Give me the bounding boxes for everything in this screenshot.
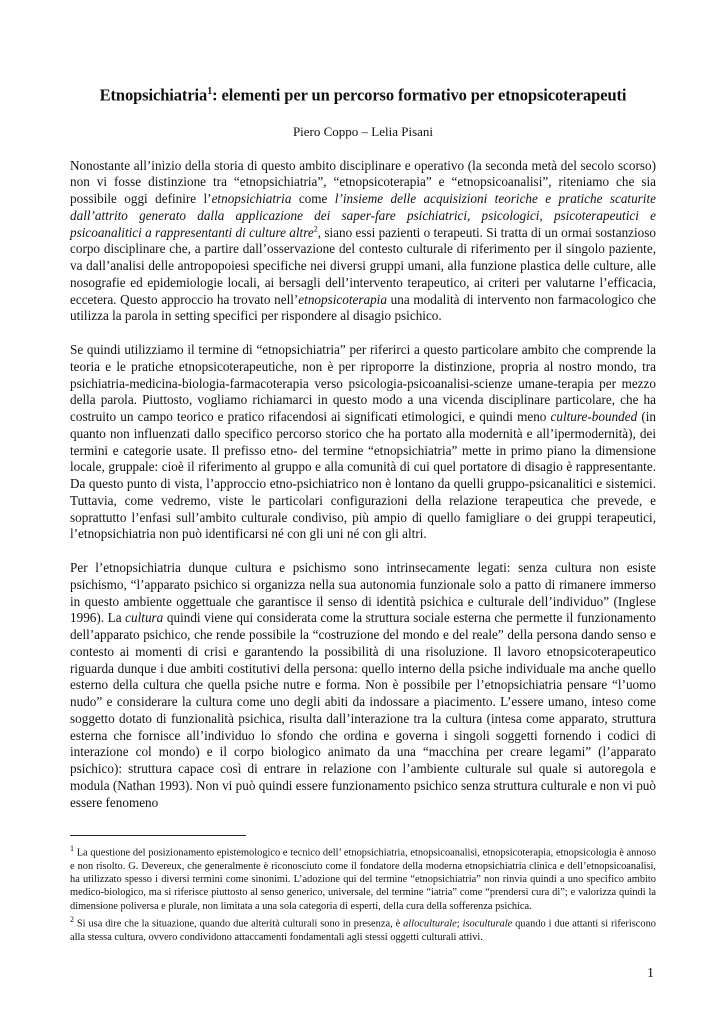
footnote-separator — [70, 835, 246, 836]
paragraph-1 — [70, 158, 656, 326]
text-run: ; — [456, 918, 463, 930]
footnotes — [70, 842, 656, 944]
text-run: Si usa dire che la situazione, quando due alterità culturali sono in presenza, è — [74, 918, 404, 930]
title-subtitle: : elementi per un percorso formativo per etnopsicoterapeuti — [212, 85, 627, 105]
document-page — [70, 82, 656, 811]
text-run: come — [291, 191, 335, 206]
text-run: quindi viene qui considerata come la struttura sociale esterna che permette il funzionamento dell’apparato psichico, che rende possibile la “costruzione del mondo e del reale” della persona dando senso e contesto ai momenti di crisi e garantendo la possibilità di una risoluzione. Il lavoro etnopsicoterapeutico riguarda dunque i due ambiti costitutivi della persona: quello interno della psiche individuale ma anche quello esterno della cultura che quella psiche nutre e forma. Non è possibile per l’etnopsichiatria pensare “l’uomo nudo” e considerare la cultura come uno degli abiti da indossare a piacimento. L’essere umano, inteso come soggetto dotato di funzionalità psichica, risulta dall’interazione tra la cultura (intesa come apparato, struttura esterna che fornisce all’individuo lo sfondo che ordina e governa i singoli soggetti fornendo i codici di interazione col mondo) e il corpo biologico animato da una “macchina per creare legami” (l’apparato psichico): struttura capace così di entrare in relazione con l’ambiente culturale sul quale si autoregola e modula (Nathan 1993). Non vi può quindi essere funzionamento psichico senza struttura culturale e non vi può essere fenomeno — [70, 610, 656, 810]
italic-text: etnopsichiatria — [211, 191, 292, 206]
text-run: Nonostante all’inizio della storia di questo ambito disciplinare e operativo (la seconda metà del secolo scorso) non vi fosse distinzione tra “etnopsichiatria”, “etnopsicoterapia” e “etnopsicoanalisi”, riteniamo che sia possibile oggi definire l’ — [70, 157, 656, 206]
footnote-2 — [70, 913, 656, 944]
title-main: Etnopsichiatria — [99, 85, 208, 105]
italic-text: etnopsicoterapia — [298, 291, 387, 307]
text-run: Se quindi utilizziamo il termine di “etnopsichiatria” per riferirci a questo particolare ambito che comprende la teoria e le pratiche etnopsicoterapeutiche, non è per riproporre la distinzione, propria al nostro mondo, tra psichiatria-medicina-biologia-farmacoterapia verso psicologia-psicoanalisi-scienze umane-terapia per mezzo della parola. Piuttosto, vogliamo richiamarci in questo modo a una vicenda disciplinare particolare, che ha costruito un campo teorico e pratico rifacendosi ai significati etimologici, e quindi meno — [70, 342, 656, 424]
text-run: La questione del posizionamento epistemologico e tecnico dell’ etnopsichiatria, etnopsicoanalisi, etnopsicoterapia, etnopsicologia è annoso e non risolto. G. Devereux, che generalmente è riconosciuto come il fondatore della moderna etnopsichiatria clinica e dell’etnopsicoanalisi, ha utilizzato spesso i diversi termini come sinonimi. L’adozione qui del termine “etnopsichiatria” non rinvia quindi a uno specifico ambito medico-biologico, ma si riferisce piuttosto al senso generico, universale, del termine “iatria” come “prendersi cura di”; e valorizza quindi la dimensione poliversa e plurale, non limitata a una sola categoria di esperti, della cura della sofferenza psichica. — [70, 847, 656, 912]
paragraph-3 — [70, 560, 656, 811]
footnote-ref[interactable]: 2 — [313, 224, 318, 234]
page-number: 1 — [647, 966, 654, 981]
text-run: Per l’etnopsichiatria dunque cultura e psichismo sono intrinsecamente legati: senza cultura non esiste psichismo, “l’apparato psichico si organizza nella sua autonomia funzionale solo a patto di rimanere immerso in questo ambiente oggettuale che garantisce il senso di identità psichica e culturale dell’individuo” (Inglese 1996). La — [70, 560, 656, 626]
italic-text: culture-bounded — [550, 409, 638, 424]
text-run: una modalità di intervento non farmacologico che utilizza la parola in setting specifici per rispondere al disagio psichico. — [70, 291, 656, 324]
paragraph-2 — [70, 342, 656, 543]
italic-text: l’insieme delle acquisizioni teoriche e pratiche scaturite dall’attrito generato dalla applicazione dei saper-fare psichiatrici, psicologici, psicoterapeutici e psicoanalitici a rappresentanti di culture altre — [70, 191, 656, 240]
text-run: quando i due attanti si riferiscono alla stessa cultura, ovvero condividono attaccamenti fondamentali agli stessi oggetti culturali attivi. — [70, 918, 656, 943]
authors: Piero Coppo – Lelia Pisani — [292, 123, 434, 139]
italic-text: isoculturale — [462, 918, 513, 930]
title-footnote-ref[interactable]: 1 — [207, 86, 213, 97]
italic-text: alloculturale — [403, 918, 457, 930]
footnote-ref[interactable]: 2 — [70, 914, 74, 924]
italic-text: cultura — [125, 610, 164, 626]
document-title — [70, 82, 656, 106]
text-run: , siano essi pazienti o terapeuti. Si tratta di un ormai sostanzioso corpo disciplinare che, a partire dall’osservazione del contesto culturale di riferimento per il singolo paziente, va dall’analisi delle antropopoiesi specifiche nei diversi gruppi umani, alla funzione plastica delle culture, alle nosografie ed epidemiologie locali, ai bersagli dell’intervento terapeutico, ai criteri per valutarne l’efficacia, eccetera. Questo approccio ha trovato nell’ — [70, 224, 657, 307]
text-run: (in quanto non influenzati dallo specifico percorso storico che ha portato alla modernità e all’ipermodernità), dei termini e categorie usate. Il prefisso etno- del termine “etnopsichiatria” mette in primo piano la dimensione locale, gruppale: cioè il riferimento al gruppo e alla comunità di cui quel portatore di disagio è rappresentante. Da questo punto di vista, l’approccio etno-psichiatrico non è lontano da quelli gruppo-psicanalitici e sistemici. Tuttavia, come vedremo, viste le particolari configurazioni della relazione terapeutica che prevede, e soprattutto l’enfasi sull’ambito culturale condiviso, più ampio di quello famigliare o dei gruppi terapeutici, l’etnopsichiatria non può identificarsi né con gli uni né con gli altri. — [70, 409, 656, 542]
footnote-1 — [70, 842, 656, 913]
footnote-ref[interactable]: 1 — [70, 844, 74, 853]
